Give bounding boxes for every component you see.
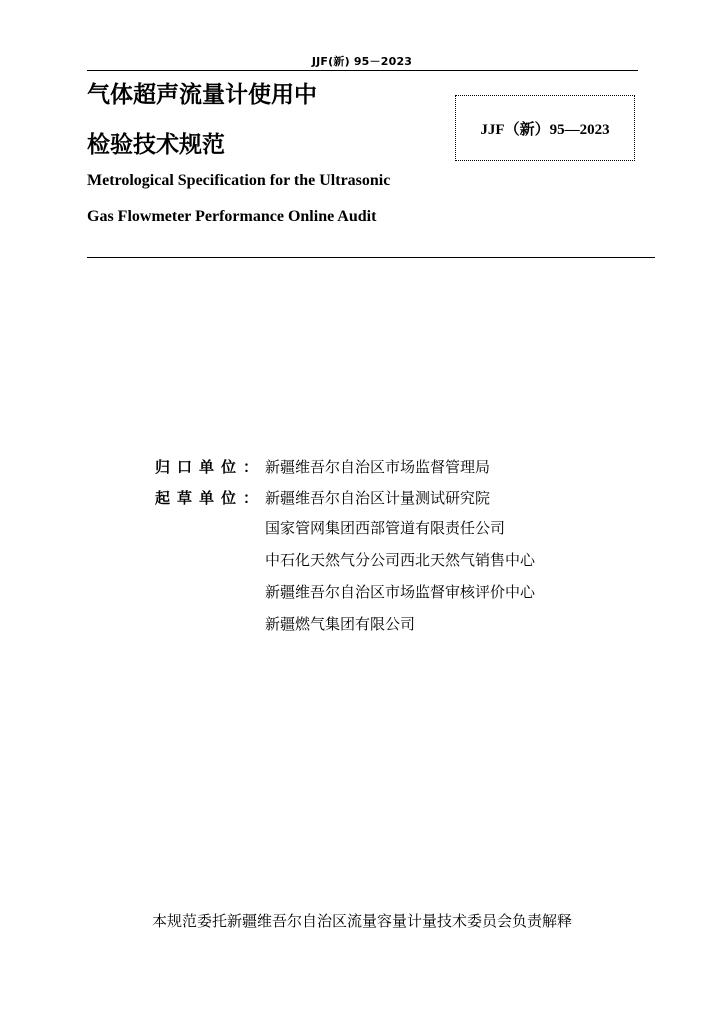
drafting-unit-list bbox=[265, 517, 535, 645]
code-box-text: JJF（新）95—2023 bbox=[480, 122, 610, 138]
title-zh-line1: 气体超声流量计使用中 bbox=[87, 82, 317, 108]
title-en-line2: Gas Flowmeter Performance Online Audit bbox=[87, 208, 377, 225]
drafting-unit-label bbox=[155, 487, 258, 508]
responsible-unit-label-text: 归口单位 bbox=[155, 458, 244, 476]
drafting-unit-label-text: 起草单位 bbox=[155, 489, 244, 507]
header-rule bbox=[87, 70, 638, 71]
drafting-unit-item: 国家管网集团西部管道有限责任公司 bbox=[265, 519, 506, 537]
responsible-unit-value: 新疆维吾尔自治区市场监督管理局 bbox=[265, 458, 491, 476]
code-box bbox=[455, 95, 635, 161]
drafting-unit-item: 新疆维吾尔自治区市场监督审核评价中心 bbox=[265, 583, 536, 601]
drafting-unit-item: 新疆燃气集团有限公司 bbox=[265, 615, 416, 633]
responsible-unit-colon: ： bbox=[243, 458, 259, 476]
drafting-unit-colon: ： bbox=[243, 489, 259, 507]
footer-note: 本规范委托新疆维吾尔自治区流量容量计量技术委员会负责解释 bbox=[151, 912, 572, 930]
responsible-unit-label bbox=[155, 456, 258, 477]
title-en-line1: Metrological Specification for the Ultrasonic bbox=[87, 172, 391, 189]
running-header: JJF(新) 95－2023 bbox=[311, 55, 413, 68]
title-rule bbox=[87, 257, 655, 258]
drafting-unit-item: 中石化天然气分公司西北天然气销售中心 bbox=[265, 551, 536, 569]
title-zh-line2: 检验技术规范 bbox=[87, 132, 225, 158]
drafting-unit-first: 新疆维吾尔自治区计量测试研究院 bbox=[265, 489, 491, 507]
